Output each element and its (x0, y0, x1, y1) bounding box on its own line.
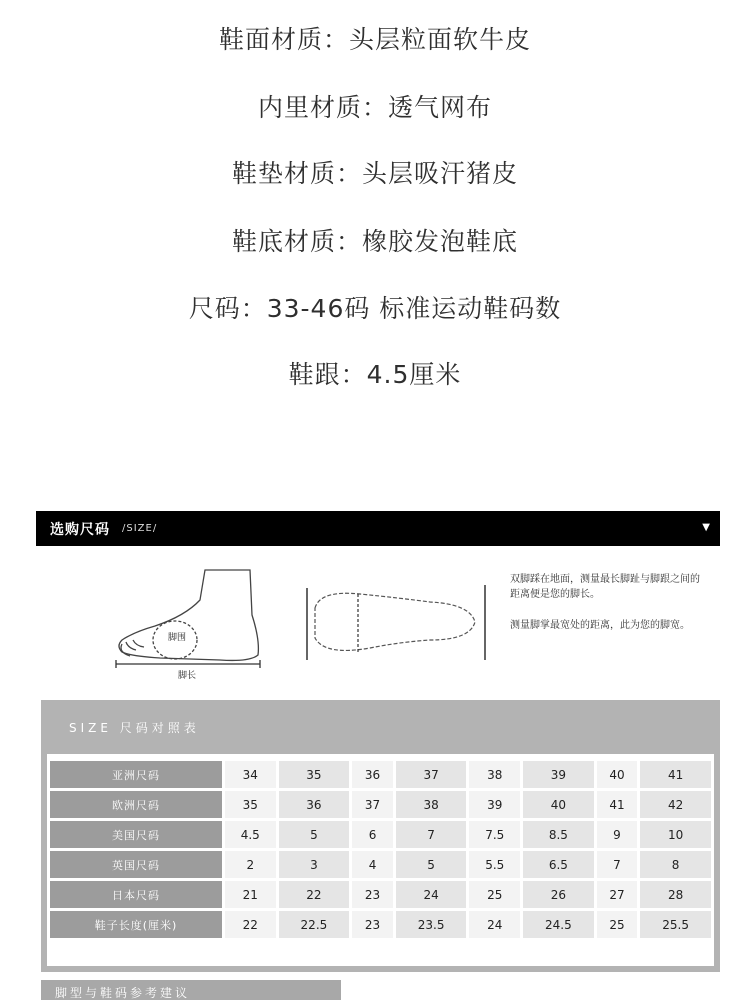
table-cell: 22 (225, 911, 276, 938)
length-label: 脚长 (178, 671, 197, 681)
row-label: 鞋子长度(厘米) (50, 911, 222, 938)
table-cell: 37 (352, 791, 392, 818)
table-cell: 23 (352, 911, 392, 938)
table-cell: 37 (396, 761, 467, 788)
foot-top-view-icon (307, 585, 485, 660)
table-cell: 9 (597, 821, 637, 848)
row-label: 英国尺码 (50, 851, 222, 878)
table-cell: 36 (279, 791, 350, 818)
table-row (50, 791, 711, 818)
row-label: 美国尺码 (50, 821, 222, 848)
table-cell: 6.5 (523, 851, 594, 878)
table-cell: 5 (396, 851, 467, 878)
table-cell: 22.5 (279, 911, 350, 938)
table-cell: 7 (597, 851, 637, 878)
spec-outsole-material: 鞋底材质：橡胶发泡鞋底 (231, 227, 518, 256)
spec-lining-material: 内里材质：透气网布 (257, 93, 492, 122)
table-cell: 26 (523, 881, 594, 908)
table-cell: 23.5 (396, 911, 467, 938)
size-section-subtitle: /SIZE/ (122, 523, 158, 534)
table-cell: 24.5 (523, 911, 594, 938)
table-cell: 4 (352, 851, 392, 878)
row-label: 日本尺码 (50, 881, 222, 908)
spec-insole-material: 鞋垫材质：头层吸汗猪皮 (231, 159, 518, 188)
table-cell: 41 (597, 791, 637, 818)
size-table-container (47, 754, 714, 966)
table-cell: 38 (396, 791, 467, 818)
table-cell: 42 (640, 791, 711, 818)
table-cell: 23 (352, 881, 392, 908)
table-row (50, 761, 711, 788)
foot-measure-diagram (100, 560, 700, 690)
table-cell: 7 (396, 821, 467, 848)
table-cell: 39 (523, 761, 594, 788)
table-cell: 39 (469, 791, 520, 818)
table-cell: 34 (225, 761, 276, 788)
row-label: 亚洲尺码 (50, 761, 222, 788)
table-cell: 27 (597, 881, 637, 908)
table-cell: 5 (279, 821, 350, 848)
caret-down-icon: ▼ (702, 522, 710, 533)
table-cell: 10 (640, 821, 711, 848)
foot-side-view-icon (116, 570, 260, 668)
row-label: 欧洲尺码 (50, 791, 222, 818)
table-cell: 8 (640, 851, 711, 878)
size-chart-panel (41, 700, 720, 972)
size-section-header (36, 511, 720, 546)
table-cell: 35 (279, 761, 350, 788)
table-cell: 35 (225, 791, 276, 818)
table-cell: 3 (279, 851, 350, 878)
table-cell: 25 (597, 911, 637, 938)
spec-heel-height: 鞋跟：4.5厘米 (288, 360, 462, 389)
table-cell: 41 (640, 761, 711, 788)
foot-length-note: 双脚踩在地面，测量最长脚趾与脚跟之间的距离便是您的脚长。 (510, 574, 700, 600)
table-row (50, 821, 711, 848)
table-row (50, 911, 711, 938)
size-chart-title: SIZE 尺码对照表 (69, 721, 200, 735)
table-cell: 24 (396, 881, 467, 908)
table-cell: 7.5 (469, 821, 520, 848)
table-cell: 22 (279, 881, 350, 908)
table-row (50, 881, 711, 908)
table-cell: 5.5 (469, 851, 520, 878)
table-cell: 4.5 (225, 821, 276, 848)
fit-advice-tab (41, 980, 341, 1000)
table-cell: 6 (352, 821, 392, 848)
table-cell: 40 (597, 761, 637, 788)
spec-size-range: 尺码：33-46码 标准运动鞋码数 (188, 294, 562, 323)
size-section-title: 选购尺码 (50, 522, 110, 538)
girth-label: 脚围 (168, 633, 187, 643)
table-cell: 2 (225, 851, 276, 878)
table-cell: 21 (225, 881, 276, 908)
table-cell: 36 (352, 761, 392, 788)
fit-advice-label: 脚型与鞋码参考建议 (55, 986, 191, 1000)
table-cell: 40 (523, 791, 594, 818)
table-row (50, 851, 711, 878)
table-cell: 25.5 (640, 911, 711, 938)
table-cell: 24 (469, 911, 520, 938)
table-cell: 38 (469, 761, 520, 788)
foot-width-note: 测量脚掌最宽处的距离，此为您的脚宽。 (510, 620, 690, 631)
size-chart-table (47, 758, 714, 941)
spec-upper-material: 鞋面材质：头层粒面软牛皮 (218, 25, 531, 54)
table-cell: 8.5 (523, 821, 594, 848)
table-cell: 28 (640, 881, 711, 908)
table-cell: 25 (469, 881, 520, 908)
